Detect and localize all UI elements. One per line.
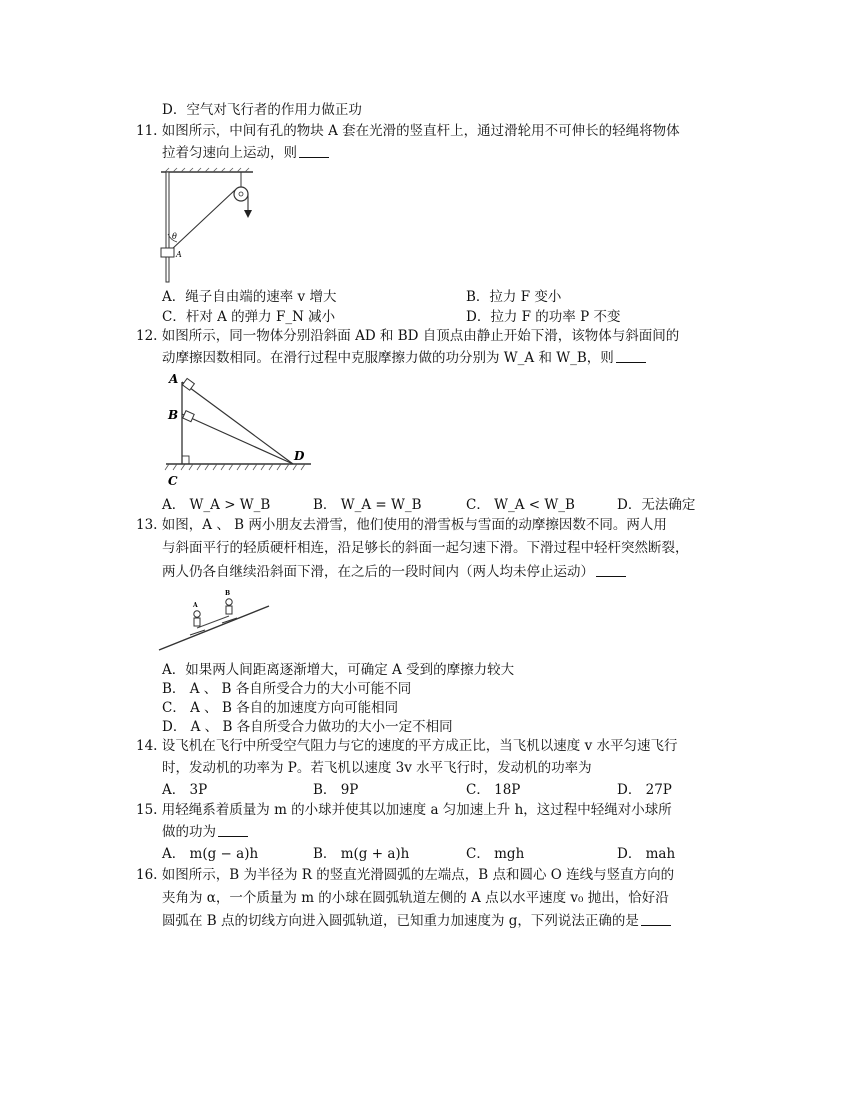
svg-text:B: B [225, 590, 231, 597]
q14-option-a: A． 3P [162, 782, 208, 798]
q15-line2: 做的功为 [162, 822, 248, 842]
answer-blank [218, 824, 248, 837]
q12-option-d: D．无法确定 [617, 497, 696, 513]
q11-option-a: A．绳子自由端的速率 v 增大 [162, 289, 337, 305]
q12-option-b: B． W_A = W_B [313, 497, 422, 513]
q11-option-d: D．拉力 F 的功率 P 不变 [466, 309, 621, 325]
q15-option-b: B． m(g + a)h [313, 846, 410, 862]
q11-line2: 拉着匀速向上运动，则 [162, 143, 329, 163]
q13-option-d: D． A 、 B 各自所受合力做功的大小一定不相同 [162, 719, 453, 735]
q16-line2: 夹角为 α，一个质量为 m 的小球在圆弧轨道左侧的 A 点以水平速度 v₀ 抛出，恰好沿 [162, 890, 669, 906]
answer-blank [641, 913, 671, 926]
q16-line1: 16. 如图所示，B 为半径为 R 的竖直光滑圆弧的左端点，B 点和圆心 O 连线与竖直方向的 [136, 867, 675, 883]
q16-line3: 圆弧在 B 点的切线方向进入圆弧轨道，已知重力加速度为 g，下列说法正确的是 [162, 911, 671, 931]
svg-text:A: A [193, 602, 198, 609]
svg-text:A: A [176, 250, 182, 259]
skier-a-icon [190, 611, 205, 635]
prev-question-option-d: D．空气对飞行者的作用力做正功 [162, 102, 362, 118]
q13-option-b: B． A 、 B 各自所受合力的大小可能不同 [162, 681, 412, 697]
q13-option-a: A．如果两人间距离逐渐增大，可确定 A 受到的摩擦力较大 [162, 662, 515, 678]
svg-text:D: D [294, 449, 305, 463]
q11-option-b: B．拉力 F 变小 [466, 289, 562, 305]
answer-blank [299, 145, 329, 158]
q14-option-c: C． 18P [466, 782, 521, 798]
q13-line1: 13. 如图，A 、 B 两小朋友去滑雪，他们使用的滑雪板与雪面的动摩擦因数不同。两人用 [136, 517, 667, 533]
answer-blank [596, 564, 626, 577]
svg-text:θ: θ [172, 232, 177, 241]
q13-line3: 两人仍各自继续沿斜面下滑，在之后的一段时间内（两人均未停止运动） [162, 562, 626, 582]
q13-figure-skiers [157, 588, 272, 654]
q12-option-c: C． W_A < W_B [466, 497, 575, 513]
q13-line2: 与斜面平行的轻质硬杆相连，沿足够长的斜面一起匀速下滑。下滑过程中轻杆突然断裂， [162, 540, 689, 556]
q15-option-d: D． mah [617, 846, 676, 862]
q14-line1: 14. 设飞机在飞行中所受空气阻力与它的速度的平方成正比，当飞机以速度 v 水平匀速飞行 [136, 738, 678, 754]
q12-line2: 动摩擦因数相同。在滑行过程中克服摩擦力做的功分别为 W_A 和 W_B，则 [162, 348, 646, 368]
q12-line1: 12. 如图所示，同一物体分别沿斜面 AD 和 BD 自顶点由静止开始下滑，该物体与斜面间的 [136, 328, 680, 344]
q14-option-b: B． 9P [313, 782, 359, 798]
q14-option-d: D． 27P [617, 782, 672, 798]
q12-figure-slopes [163, 372, 323, 490]
q15-line1: 15. 用轻绳系着质量为 m 的小球并使其以加速度 a 匀加速上升 h，这过程中轻绳对小球所 [136, 802, 672, 818]
svg-text:A: A [169, 372, 179, 386]
answer-blank [616, 350, 646, 363]
q15-option-a: A． m(g − a)h [162, 846, 259, 862]
svg-text:B: B [168, 408, 179, 422]
q11-line1: 11. 如图所示，中间有孔的物块 A 套在光滑的竖直杆上，通过滑轮用不可伸长的轻绳将物体 [136, 123, 680, 139]
q11-option-c: C．杆对 A 的弹力 F_N 减小 [162, 309, 336, 325]
svg-text:C: C [168, 474, 178, 488]
q14-line2: 时，发动机的功率为 P。若飞机以速度 3v 水平飞行时，发动机的功率为 [162, 760, 592, 776]
q11-figure-pulley [155, 168, 265, 288]
q15-option-c: C． mgh [466, 846, 525, 862]
q13-option-c: C． A 、 B 各自的加速度方向可能相同 [162, 700, 399, 716]
q12-option-a: A． W_A > W_B [162, 497, 271, 513]
